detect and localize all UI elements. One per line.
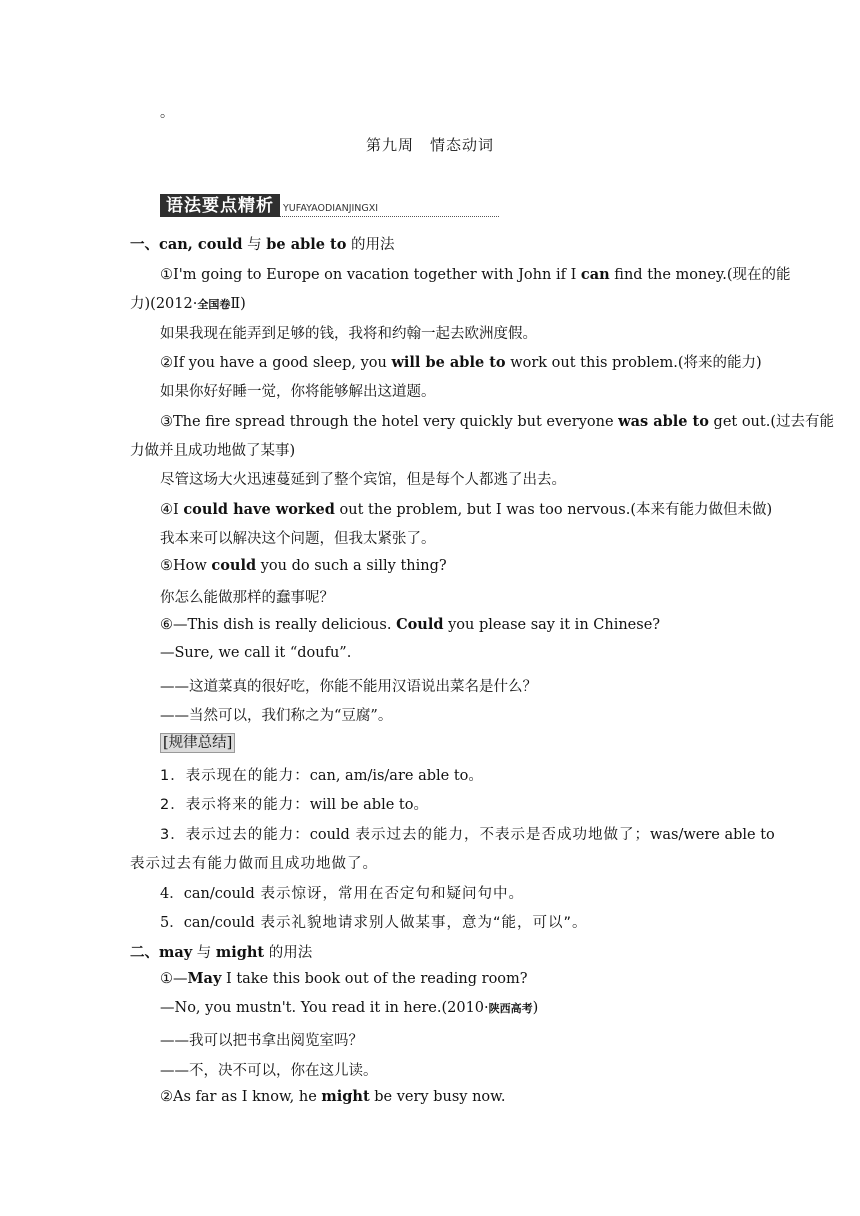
s2-example-1-cn2: ——不，决不可以，你在这儿读。: [160, 1063, 378, 1079]
rule-label: 5．: [160, 915, 184, 931]
banner-label: 语法要点精析: [160, 194, 280, 217]
page-title: 第九周 情态动词: [365, 136, 494, 154]
rule-text: could: [309, 827, 350, 843]
heading-mid: 与: [192, 945, 216, 961]
heading-words2: might: [215, 944, 265, 961]
rule-5: [160, 911, 587, 932]
rule-3-cont: 表示过去有能力做而且成功地做了。: [130, 856, 378, 872]
rule-label: 1．表示现在的能力：: [160, 768, 310, 784]
rule-text: can/could: [183, 915, 255, 931]
rule-label: 2．表示将来的能力：: [160, 797, 310, 813]
heading-prefix: 二、: [130, 944, 159, 961]
summary-tag-row: [160, 733, 235, 753]
example-6-reply: —Sure, we call it “doufu”.: [160, 645, 352, 661]
section2-heading: [130, 941, 312, 962]
rule-2: [160, 793, 428, 814]
heading-suffix: 的用法: [264, 945, 313, 961]
text-run: I take this book out of the reading room?: [221, 971, 528, 987]
banner-pinyin: YUFAYAODIANJINGXI: [280, 203, 499, 217]
text-run: ④I: [160, 502, 184, 518]
s2-example-2-en: [160, 1088, 505, 1105]
heading-words: can, could: [159, 236, 243, 253]
example-1-en: [160, 263, 791, 284]
bold-run: May: [187, 970, 222, 987]
s2-example-1-cn1: ——我可以把书拿出阅览室吗？: [160, 1033, 363, 1049]
text-run: ①—: [160, 971, 188, 987]
heading-prefix: 一、: [130, 236, 159, 253]
example-1-cn: 如果我现在能弄到足够的钱，我将和约翰一起去欧洲度假。: [160, 326, 537, 342]
example-6-cn2: ——当然可以，我们称之为“豆腐”。: [160, 708, 393, 724]
section-banner: [160, 193, 499, 217]
heading-words2: be able to: [266, 236, 347, 253]
text-run: ③The fire spread through the hotel very quickly but everyone: [160, 414, 619, 430]
example-3-note: 力做并且成功地做了某事): [130, 443, 296, 459]
bold-run: could: [211, 557, 257, 574]
text-run: be very busy now.: [369, 1089, 506, 1105]
example-3-en: [160, 410, 834, 431]
s2-example-1-reply: [160, 1000, 538, 1016]
text-run: work out this problem.(将来的能力): [505, 355, 762, 371]
example-5-en: [160, 557, 447, 574]
summary-tag: [规律总结]: [160, 733, 235, 753]
text-run: ②If you have a good sleep, you: [160, 355, 392, 371]
rule-text: 表示礼貌地请求别人做某事，意为“能，可以”。: [254, 915, 588, 931]
s2-example-1-en: [160, 970, 528, 987]
example-5-cn: 你怎么能做那样的蠢事呢？: [160, 590, 334, 606]
source-tag: 陕西高考: [488, 1002, 533, 1015]
rule-text: 表示惊讶，常用在否定句和疑问句中。: [254, 886, 524, 902]
rule-4: [160, 882, 524, 903]
section1-heading: [130, 233, 395, 254]
example-2-en: [160, 351, 762, 372]
rule-text: will be able to。: [309, 797, 428, 813]
bold-run: could have worked: [183, 501, 335, 518]
text-run: ): [532, 1000, 539, 1016]
rule-label: 4．: [160, 886, 184, 902]
top-mark: 。: [160, 105, 174, 121]
example-1-source: [130, 292, 246, 313]
text-run: you do such a silly thing?: [256, 558, 447, 574]
example-4-cn: 我本来可以解决这个问题，但我太紧张了。: [160, 531, 436, 547]
bold-run: will be able to: [391, 354, 506, 371]
text-run: get out.(过去有能: [708, 414, 834, 430]
example-2-cn: 如果你好好睡一觉，你将能够解出这道题。: [160, 384, 436, 400]
rule-3: [160, 823, 775, 844]
text-run: ⑥—This dish is really delicious.: [160, 617, 397, 633]
heading-suffix: 的用法: [346, 237, 395, 253]
bold-run: can: [580, 266, 610, 283]
bold-run: might: [321, 1088, 370, 1105]
rule-text: was/were able to: [649, 827, 775, 843]
text-run: find the money.(现在的能: [609, 267, 791, 283]
rule-text: can, am/is/are able to。: [309, 768, 483, 784]
example-4-en: [160, 498, 772, 519]
text-run: 力)(2012·: [130, 296, 198, 312]
rule-1: [160, 764, 483, 785]
text-run: ⑤How: [160, 558, 212, 574]
heading-words: may: [159, 944, 193, 961]
text-run: ②As far as I know, he: [160, 1089, 322, 1105]
bold-run: Could: [396, 616, 444, 633]
text-run: Ⅱ): [230, 296, 246, 312]
text-run: ①I'm going to Europe on vacation together with John if I: [160, 267, 581, 283]
example-3-cn: 尽管这场大火迅速蔓延到了整个宾馆，但是每个人都逃了出去。: [160, 472, 566, 488]
bold-run: was able to: [618, 413, 709, 430]
rule-label: 3．表示过去的能力：: [160, 827, 310, 843]
source-tag: 全国卷: [197, 298, 231, 311]
rule-text: 表示过去的能力，不表示是否成功地做了；: [349, 827, 650, 843]
text-run: out the problem, but I was too nervous.(本来有能力做但未做): [334, 502, 773, 518]
example-6-cn1: ——这道菜真的很好吃，你能不能用汉语说出菜名是什么？: [160, 679, 537, 695]
text-run: —No, you mustn't. You read it in here.(2010·: [160, 1000, 489, 1016]
heading-mid: 与: [242, 237, 267, 253]
text-run: you please say it in Chinese?: [443, 617, 661, 633]
example-6-en: [160, 616, 660, 633]
rule-text: can/could: [183, 886, 255, 902]
